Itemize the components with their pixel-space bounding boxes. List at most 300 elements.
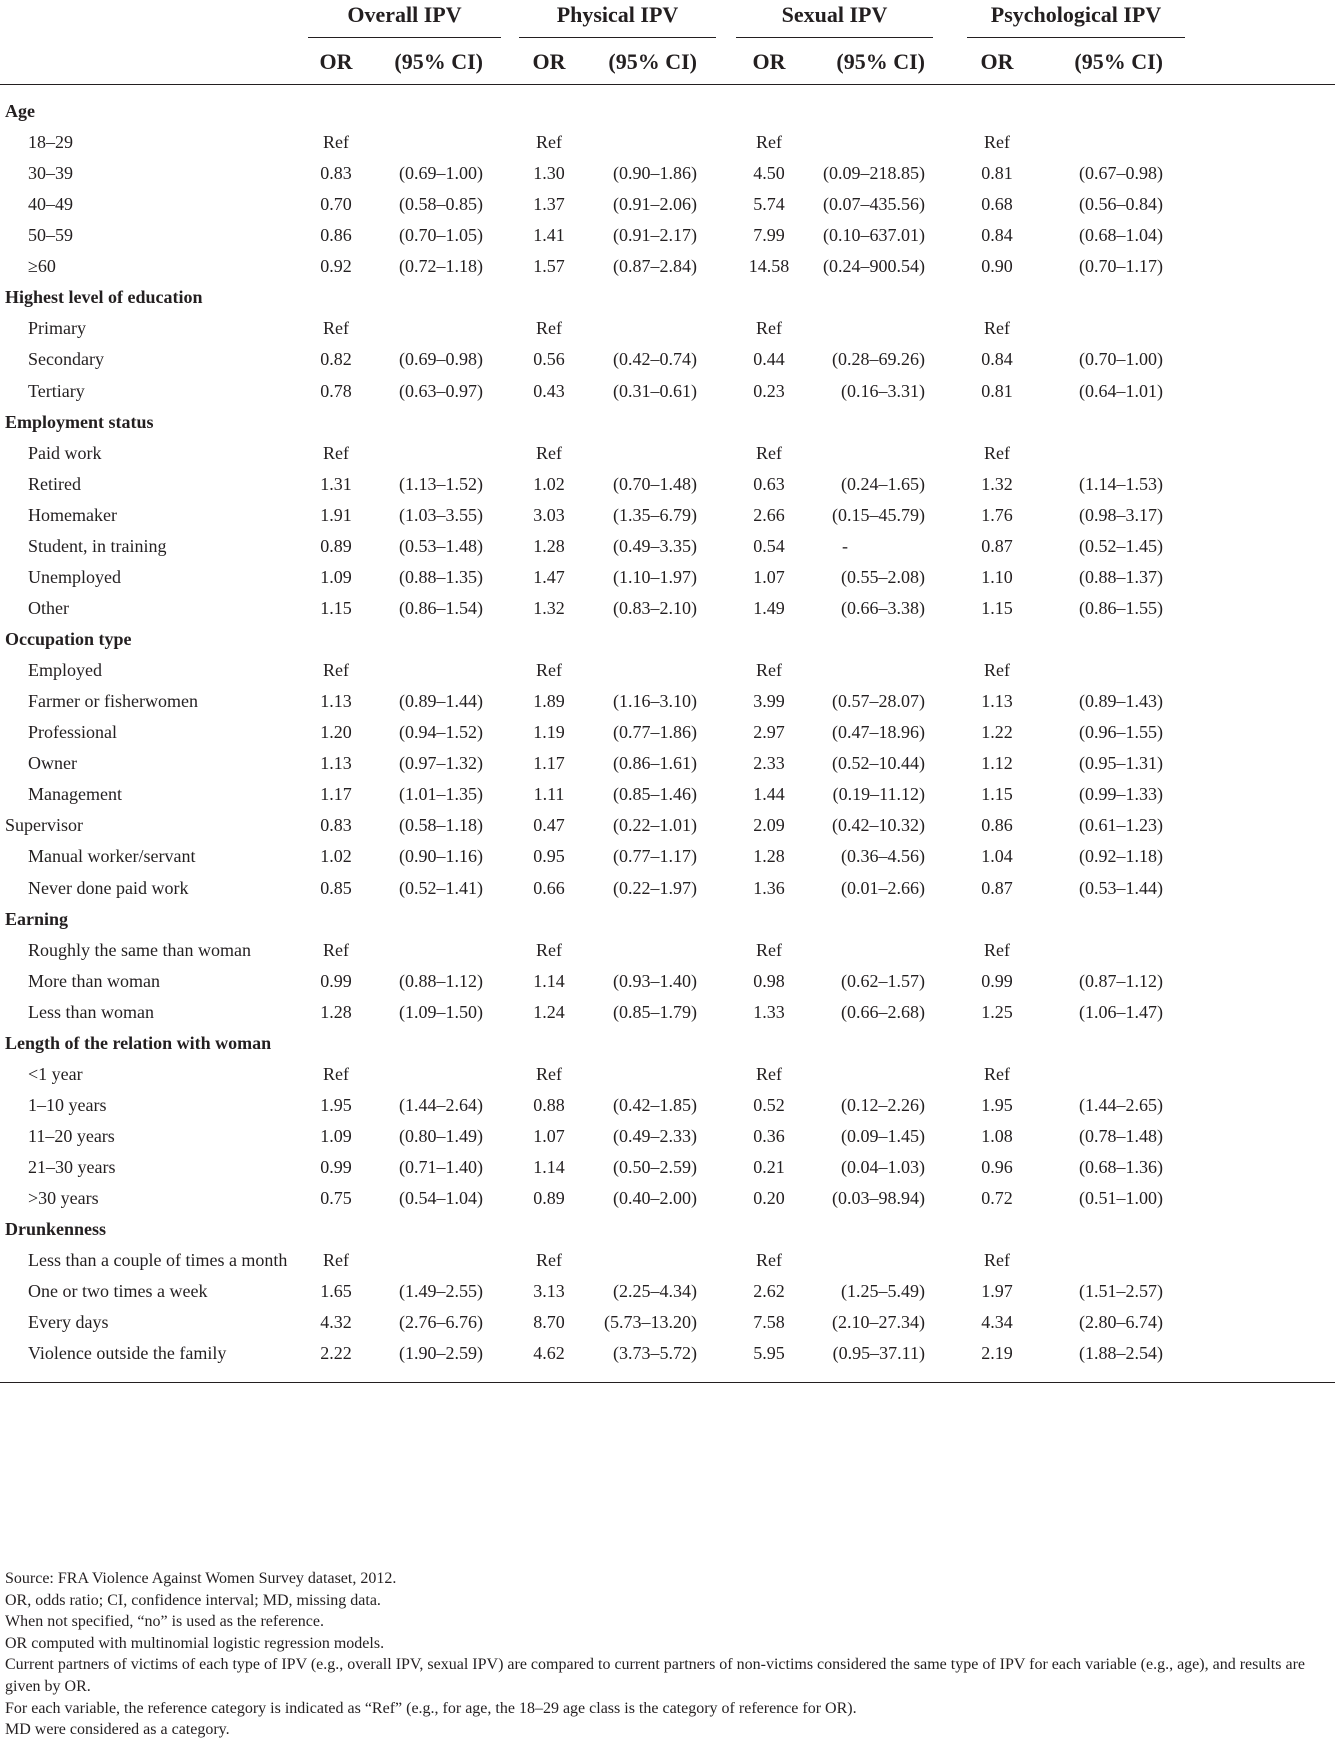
row-label: Less than a couple of times a month [28,1250,288,1271]
ci-column-header: (95% CI) [836,49,925,74]
or-cell: 0.44 [753,349,785,370]
ci-cell: (0.04–1.03) [841,1157,925,1178]
table-row [0,653,1335,688]
ci-cell: (1.13–1.52) [399,473,483,494]
ci-cell: (0.57–28.07) [832,691,925,712]
or-cell: 4.32 [320,1312,352,1333]
or-cell: 1.28 [753,846,785,867]
footnote-line: For each variable, the reference category is indicated as “Ref” (e.g., for age, the 18–29 age class is the category of reference for OR). [5,1699,857,1717]
or-column-header: OR [532,49,566,74]
ci-cell: (0.28–69.26) [832,349,925,370]
or-cell: 0.78 [320,380,352,401]
ci-cell: (1.06–1.47) [1079,1001,1163,1022]
ci-cell: (0.90–1.16) [399,846,483,867]
ci-cell: (0.71–1.40) [399,1157,483,1178]
row-label: Professional [28,722,117,743]
row-label: Farmer or fisherwomen [28,691,198,712]
table-row [0,839,1335,874]
ci-cell: (0.10–637.01) [823,225,925,246]
table-row [0,1243,1335,1278]
or-cell: Ref [756,442,782,463]
table-row [0,374,1335,409]
or-cell: 0.87 [981,877,1013,898]
or-cell: 1.32 [981,473,1013,494]
or-cell: 1.33 [753,1001,785,1022]
or-cell: 0.66 [533,877,565,898]
or-cell: 7.99 [753,225,785,246]
or-cell: 2.09 [753,815,785,836]
header-bottom-rule [0,84,1335,85]
column-group-underline [519,37,716,38]
ci-cell: (0.88–1.12) [399,970,483,991]
or-cell: 1.14 [533,1157,565,1178]
or-cell: 1.13 [981,691,1013,712]
ci-cell: (0.12–2.26) [841,1094,925,1115]
table-row [0,467,1335,502]
table-row [0,715,1335,750]
table-row [0,1274,1335,1309]
table-row [0,1119,1335,1154]
or-column-header: OR [319,49,353,74]
ci-cell: (0.87–2.84) [613,256,697,277]
or-cell: 7.58 [753,1312,785,1333]
ci-cell: (0.99–1.33) [1079,784,1163,805]
table-row [0,156,1335,191]
footnote-line: MD were considered as a category. [5,1721,230,1739]
column-group-title: Sexual IPV [781,2,888,27]
or-cell: Ref [984,660,1010,681]
ci-cell: (0.49–3.35) [613,535,697,556]
ci-cell: (5.73–13.20) [604,1312,697,1333]
or-cell: 1.15 [320,597,352,618]
or-cell: 0.70 [320,194,352,215]
or-cell: 1.49 [753,597,785,618]
table-section-row [0,1026,1335,1061]
or-cell: Ref [323,442,349,463]
ci-cell: (1.25–5.49) [841,1281,925,1302]
or-cell: 0.92 [320,256,352,277]
or-cell: 1.44 [753,784,785,805]
table-row [0,591,1335,626]
column-group-underline [967,37,1185,38]
or-cell: Ref [756,1250,782,1271]
or-cell: 0.68 [981,194,1013,215]
table-row [0,1181,1335,1216]
section-label: Highest level of education [5,287,203,308]
or-cell: 1.07 [533,1125,565,1146]
ci-cell: (2.76–6.76) [399,1312,483,1333]
row-label: 40–49 [28,194,73,215]
or-cell: 0.85 [320,877,352,898]
column-group-title: Physical IPV [556,2,679,27]
row-label: ≥60 [28,256,56,277]
ci-cell: (0.58–0.85) [399,194,483,215]
row-label: Manual worker/servant [28,846,196,867]
footnote-line: Current partners of victims of each type of IPV (e.g., overall IPV, sexual IPV) are compared to current partners of non-victims considered the same type of IPV for each variable (e.g., age), and results are given by OR. [5,1656,1305,1695]
or-cell: 1.15 [981,597,1013,618]
or-cell: 0.21 [753,1157,785,1178]
ci-cell: (3.73–5.72) [613,1343,697,1364]
ci-cell: (1.03–3.55) [399,504,483,525]
ci-cell: - [842,535,848,556]
ci-cell: (0.91–2.17) [613,225,697,246]
ci-cell: (0.83–2.10) [613,597,697,618]
or-cell: 1.36 [753,877,785,898]
table-section-row [0,1212,1335,1247]
or-cell: Ref [756,132,782,153]
table-row [0,218,1335,253]
or-cell: 0.72 [981,1188,1013,1209]
ci-cell: (1.35–6.79) [613,504,697,525]
ci-cell: (0.09–218.85) [823,163,925,184]
or-cell: Ref [536,442,562,463]
ci-cell: (0.47–18.96) [832,722,925,743]
ci-cell: (0.80–1.49) [399,1125,483,1146]
ci-cell: (0.69–0.98) [399,349,483,370]
table-row [0,249,1335,284]
or-cell: 8.70 [533,1312,565,1333]
ci-cell: (0.70–1.05) [399,225,483,246]
table-row [0,777,1335,812]
or-cell: 1.76 [981,504,1013,525]
or-cell: Ref [984,939,1010,960]
ci-cell: (0.58–1.18) [399,815,483,836]
row-label: 21–30 years [28,1157,116,1178]
row-label: Management [28,784,122,805]
table-row [0,808,1335,843]
footnote-line: Source: FRA Violence Against Women Survey dataset, 2012. [5,1570,397,1587]
row-label: 50–59 [28,225,73,246]
or-cell: 0.99 [320,1157,352,1178]
ci-cell: (0.50–2.59) [613,1157,697,1178]
ci-cell: (0.96–1.55) [1079,722,1163,743]
or-cell: 0.99 [320,970,352,991]
ci-cell: (0.55–2.08) [841,566,925,587]
or-cell: 1.28 [320,1001,352,1022]
or-cell: Ref [984,1063,1010,1084]
or-cell: Ref [756,660,782,681]
or-cell: 2.62 [753,1281,785,1302]
ci-cell: (0.49–2.33) [613,1125,697,1146]
ci-cell: (0.16–3.31) [841,380,925,401]
table-footnotes [5,1568,1330,1741]
ci-cell: (0.86–1.54) [399,597,483,618]
ci-column-header: (95% CI) [608,49,697,74]
ci-cell: (0.67–0.98) [1079,163,1163,184]
row-label: Primary [28,318,86,339]
table-row [0,342,1335,377]
or-cell: 1.19 [533,722,565,743]
row-label: 11–20 years [28,1125,115,1146]
table-row [0,1305,1335,1340]
or-cell: 2.19 [981,1343,1013,1364]
row-label: Supervisor [5,815,83,836]
ci-cell: (0.24–1.65) [841,473,925,494]
table-row [0,933,1335,968]
or-cell: 1.20 [320,722,352,743]
or-cell: Ref [323,939,349,960]
column-group-title: Overall IPV [347,2,462,27]
or-cell: 5.74 [753,194,785,215]
table-section-row [0,94,1335,129]
or-cell: Ref [984,442,1010,463]
ci-cell: (0.01–2.66) [841,877,925,898]
table-row [0,964,1335,999]
or-cell: 2.97 [753,722,785,743]
ci-cell: (0.89–1.43) [1079,691,1163,712]
or-cell: 1.13 [320,691,352,712]
or-cell: 1.41 [533,225,565,246]
ci-cell: (0.69–1.00) [399,163,483,184]
ci-cell: (0.77–1.86) [613,722,697,743]
or-cell: 1.24 [533,1001,565,1022]
or-cell: 2.66 [753,504,785,525]
row-label: <1 year [28,1063,83,1084]
ci-cell: (1.88–2.54) [1079,1343,1163,1364]
ci-cell: (0.85–1.79) [613,1001,697,1022]
ci-cell: (0.68–1.04) [1079,225,1163,246]
or-cell: 1.28 [533,535,565,556]
or-cell: 0.75 [320,1188,352,1209]
or-cell: 0.89 [320,535,352,556]
row-label: Owner [28,753,77,774]
ci-cell: (1.14–1.53) [1079,473,1163,494]
or-cell: 0.54 [753,535,785,556]
ci-cell: (0.70–1.17) [1079,256,1163,277]
ci-cell: (0.52–1.45) [1079,535,1163,556]
column-group-title: Psychological IPV [990,2,1162,27]
or-column-header: OR [980,49,1014,74]
ci-cell: (0.40–2.00) [613,1188,697,1209]
or-cell: 1.89 [533,691,565,712]
ci-cell: (1.10–1.97) [613,566,697,587]
ci-cell: (0.22–1.97) [613,877,697,898]
ci-cell: (0.36–4.56) [841,846,925,867]
or-cell: Ref [323,660,349,681]
section-label: Earning [5,908,69,929]
or-cell: 3.99 [753,691,785,712]
or-cell: 0.84 [981,349,1013,370]
ci-cell: (0.92–1.18) [1079,846,1163,867]
or-cell: Ref [756,1063,782,1084]
or-cell: 1.91 [320,504,352,525]
table-section-row [0,902,1335,937]
or-cell: Ref [536,939,562,960]
row-label: More than woman [28,970,160,991]
ci-cell: (0.98–3.17) [1079,504,1163,525]
ci-cell: (1.09–1.50) [399,1001,483,1022]
ci-cell: (0.91–2.06) [613,194,697,215]
or-cell: 0.43 [533,380,565,401]
or-cell: 0.56 [533,349,565,370]
or-cell: Ref [536,1250,562,1271]
or-cell: 1.15 [981,784,1013,805]
row-label: Retired [28,473,81,494]
ci-cell: (0.88–1.35) [399,566,483,587]
row-label: Never done paid work [28,877,189,898]
ci-cell: (0.86–1.61) [613,753,697,774]
ci-cell: (0.86–1.55) [1079,597,1163,618]
ci-cell: (2.25–4.34) [613,1281,697,1302]
or-cell: 1.04 [981,846,1013,867]
ci-cell: (1.49–2.55) [399,1281,483,1302]
or-cell: Ref [536,318,562,339]
or-cell: 0.23 [753,380,785,401]
or-cell: 1.10 [981,566,1013,587]
or-cell: Ref [323,318,349,339]
ci-cell: (0.66–2.68) [841,1001,925,1022]
or-cell: 14.58 [748,256,790,277]
ci-cell: (0.88–1.37) [1079,566,1163,587]
ci-cell: (0.52–10.44) [832,753,925,774]
or-cell: 1.97 [981,1281,1013,1302]
ci-cell: (1.16–3.10) [613,691,697,712]
table-row [0,1057,1335,1092]
or-cell: 0.52 [753,1094,785,1115]
ci-cell: (0.61–1.23) [1079,815,1163,836]
or-cell: 1.57 [533,256,565,277]
or-cell: 0.88 [533,1094,565,1115]
or-cell: 0.47 [533,815,565,836]
ci-cell: (0.22–1.01) [613,815,697,836]
ci-cell: (1.44–2.65) [1079,1094,1163,1115]
or-cell: 1.14 [533,970,565,991]
ci-cell: (0.56–0.84) [1079,194,1163,215]
or-cell: 1.37 [533,194,565,215]
or-cell: 0.86 [320,225,352,246]
or-cell: Ref [984,1250,1010,1271]
or-cell: 2.33 [753,753,785,774]
section-label: Age [5,101,35,121]
or-cell: 1.13 [320,753,352,774]
ci-cell: (0.53–1.48) [399,535,483,556]
ci-cell: (0.42–10.32) [832,815,925,836]
or-cell: 0.81 [981,163,1013,184]
row-label: Homemaker [28,504,117,525]
or-cell: 1.07 [753,566,785,587]
or-cell: 1.09 [320,566,352,587]
or-cell: 1.32 [533,597,565,618]
or-cell: 1.22 [981,722,1013,743]
ci-cell: (0.72–1.18) [399,256,483,277]
or-cell: 3.13 [533,1281,565,1302]
or-cell: 0.20 [753,1188,785,1209]
ci-column-header: (95% CI) [1074,49,1163,74]
or-cell: 4.62 [533,1343,565,1364]
or-cell: Ref [756,939,782,960]
or-cell: 1.95 [320,1094,352,1115]
or-cell: 1.30 [533,163,565,184]
ci-cell: (1.44–2.64) [399,1094,483,1115]
footnote-line: OR computed with multinomial logistic regression models. [5,1634,385,1652]
or-cell: 0.89 [533,1188,565,1209]
row-label: 1–10 years [28,1094,107,1115]
table-row [0,187,1335,222]
table-bottom-rule [0,1382,1335,1383]
table-section-row [0,405,1335,440]
or-cell: Ref [756,318,782,339]
ci-cell: (0.78–1.48) [1079,1125,1163,1146]
table-row [0,684,1335,719]
row-label: Tertiary [28,380,85,401]
or-cell: Ref [323,1063,349,1084]
ci-cell: (0.68–1.36) [1079,1157,1163,1178]
or-cell: Ref [984,318,1010,339]
ci-cell: (0.87–1.12) [1079,970,1163,991]
row-label: Student, in training [28,535,167,556]
ci-cell: (0.85–1.46) [613,784,697,805]
row-label: Less than woman [28,1001,154,1022]
ci-cell: (0.95–37.11) [832,1343,925,1364]
or-cell: 4.34 [981,1312,1013,1333]
or-cell: 1.25 [981,1001,1013,1022]
table-row [0,529,1335,564]
ci-cell: (0.07–435.56) [823,194,925,215]
row-label: 18–29 [28,132,73,153]
or-cell: 1.02 [533,473,565,494]
or-cell: 1.02 [320,846,352,867]
table-row [0,1088,1335,1123]
table-row [0,125,1335,160]
ci-cell: (0.15–45.79) [832,504,925,525]
ci-cell: (1.01–1.35) [399,784,483,805]
or-cell: Ref [536,132,562,153]
ci-cell: (0.93–1.40) [613,970,697,991]
or-cell: 0.83 [320,815,352,836]
footnote-line: When not specified, “no” is used as the reference. [5,1613,324,1631]
row-label: 30–39 [28,163,73,184]
ci-cell: (0.70–1.48) [613,473,697,494]
table-row [0,995,1335,1030]
or-cell: 2.22 [320,1343,352,1364]
section-label: Employment status [5,411,154,432]
column-group-underline [736,37,933,38]
or-cell: 0.81 [981,380,1013,401]
section-label: Occupation type [5,629,132,650]
ci-cell: (0.77–1.17) [613,846,697,867]
or-cell: 0.36 [753,1125,785,1146]
row-label: Other [28,597,69,618]
table-section-row [0,622,1335,657]
or-cell: 0.99 [981,970,1013,991]
or-cell: 0.82 [320,349,352,370]
row-label: Secondary [28,349,104,370]
ci-cell: (0.90–1.86) [613,163,697,184]
ci-cell: (0.63–0.97) [399,380,483,401]
table-section-row [0,280,1335,315]
table-row [0,1336,1335,1371]
or-cell: 0.84 [981,225,1013,246]
ci-cell: (0.53–1.44) [1079,877,1163,898]
section-label: Drunkenness [5,1219,107,1240]
table-row [0,746,1335,781]
ci-cell: (2.80–6.74) [1079,1312,1163,1333]
or-cell: 4.50 [753,163,785,184]
or-cell: 1.17 [533,753,565,774]
footnote-line: OR, odds ratio; CI, confidence interval; MD, missing data. [5,1591,381,1609]
ci-cell: (0.95–1.31) [1079,753,1163,774]
or-cell: 1.47 [533,566,565,587]
table-row [0,498,1335,533]
row-label: Paid work [28,442,102,463]
or-column-header: OR [752,49,786,74]
or-cell: 0.86 [981,815,1013,836]
or-cell: 1.17 [320,784,352,805]
ci-cell: (0.54–1.04) [399,1188,483,1209]
or-cell: 0.96 [981,1157,1013,1178]
ci-column-header: (95% CI) [394,49,483,74]
table-row [0,1150,1335,1185]
